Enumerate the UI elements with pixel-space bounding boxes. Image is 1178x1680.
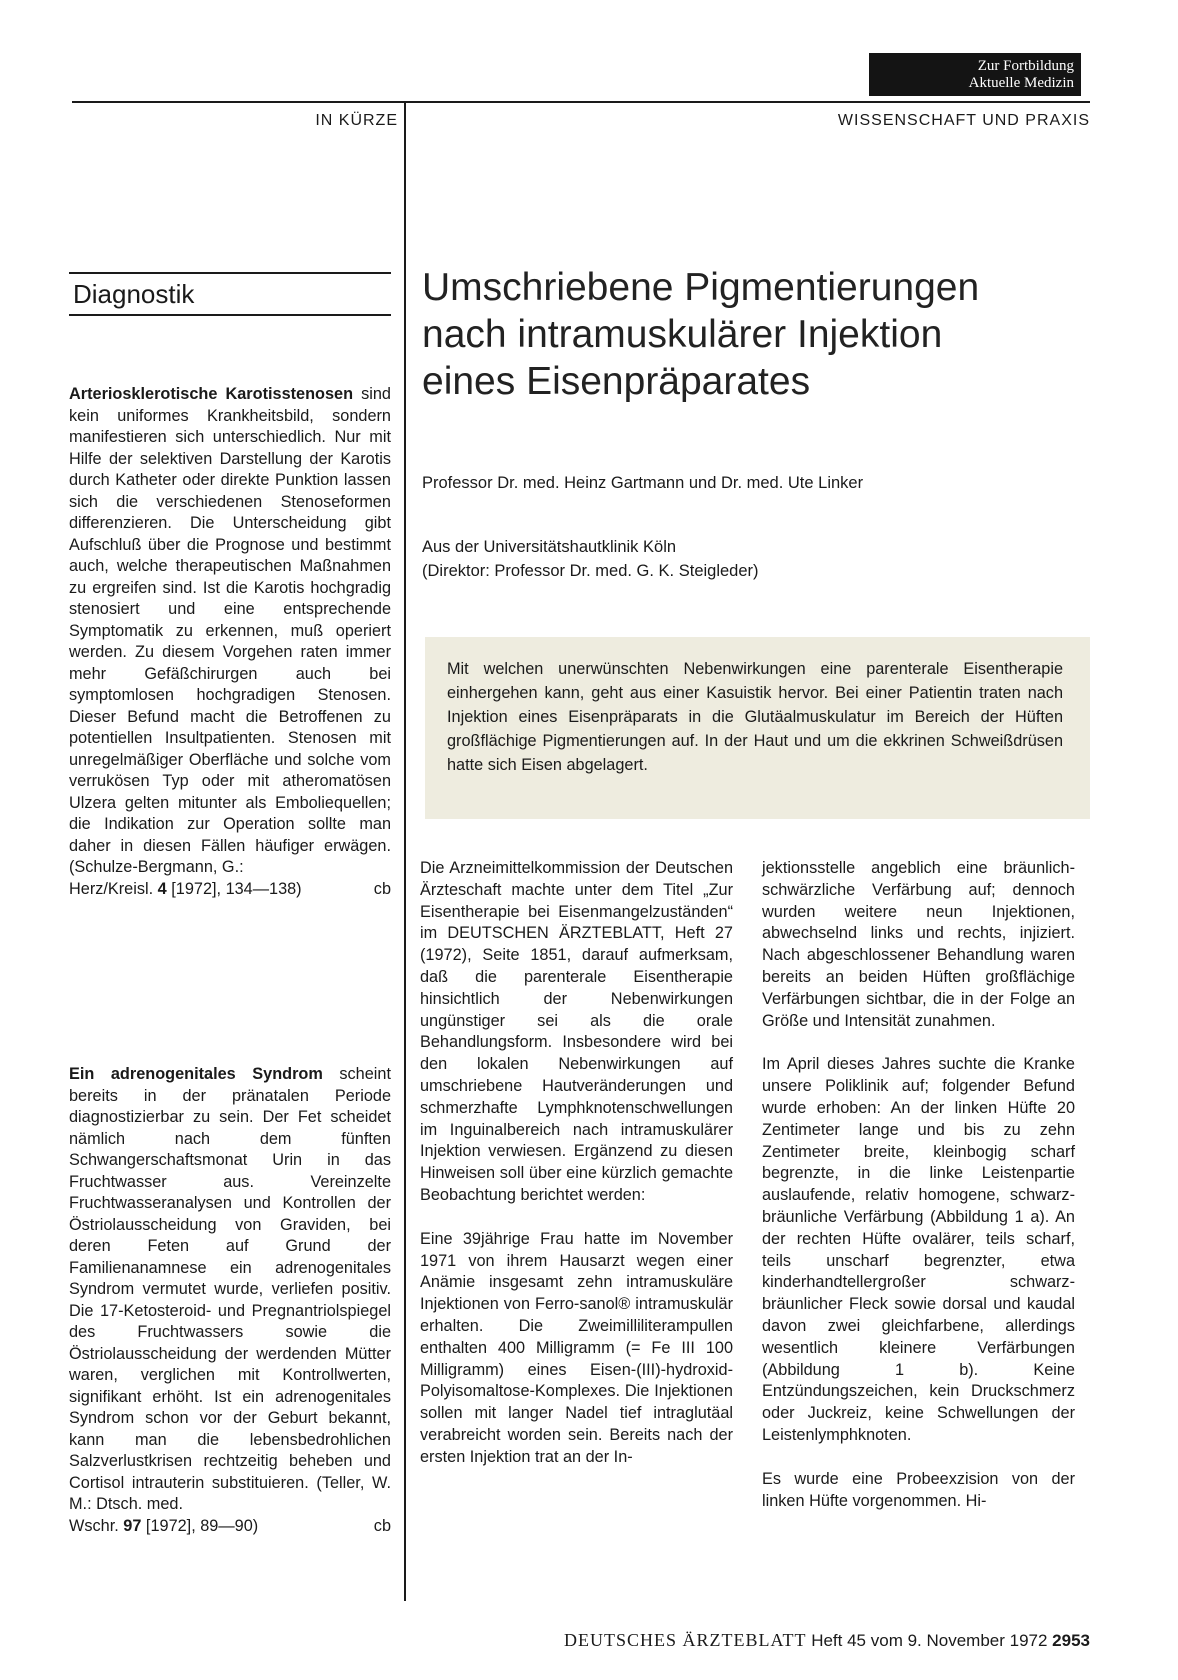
badge-line-1: Zur Fortbildung <box>977 58 1074 74</box>
title-line-2: nach intramuskulärer Injektion <box>422 313 943 356</box>
reference-pages: [1972], 134—138) <box>166 879 302 898</box>
author-signature: cb <box>373 879 391 898</box>
article-column-1 <box>420 858 733 1469</box>
page-footer <box>425 1630 1090 1651</box>
paragraph-continuation: jektionsstelle angeblich eine bräunlich-schwärzliche Verfärbung auf; dennoch wurden weitere neun Injektionen, abwechselnd links und rechts, injiziert. Nach abgeschlossener Behandlung waren bereits an beiden Hüften großflächige Verfärbungen sichtbar, die in der Folge an Größe und Intensität zunahmen. <box>762 859 1075 1030</box>
brief-reference-line <box>69 879 391 901</box>
footer-journal: DEUTSCHES ÄRZTEBLATT <box>563 1630 807 1650</box>
reference-pages: [1972], 89—90) <box>141 1516 259 1535</box>
section-rule-top <box>69 272 391 274</box>
section-title: Diagnostik <box>73 279 195 309</box>
brief-lead: Ein adrenogenitales Syndrom <box>69 1065 323 1083</box>
article-affiliation <box>422 535 759 583</box>
header-rule <box>72 101 1090 103</box>
article-authors: Professor Dr. med. Heinz Gartmann und Dr. med. Ute Linker <box>422 474 864 492</box>
reference-journal: Herz/Kreisl. <box>69 879 158 898</box>
title-line-3: eines Eisenpräparates <box>422 360 811 403</box>
column-divider <box>404 101 406 1601</box>
brief-item-adrenogenital <box>69 1064 391 1537</box>
footer-page-number: 2953 <box>1052 1631 1090 1650</box>
brief-body: scheint bereits in der pränatalen Periode diagnostizierbar zu sein. Der Fet scheidet nämlich nach dem fünften Schwangerschaftsmonat Urin in das Fruchtwasser aus. Vereinzelte Fruchtwasseranalysen und Kontrollen der Östriolausscheidung von Graviden, bei deren Feten auf Grund der Familienanamnese ein adrenogenitales Syndrom vermutet wurde, verliefen positiv. Die 17-Ketosteroid- und Pregnantriolspiegel des Fruchtwassers sowie die Östriolausscheidung der werdenden Mütter waren, verglichen mit Kontrollwerten, signifikant erhöht. Ist ein adrenogenitales Syndrom schon vor der Geburt bekannt, kann man die lebensbedrohlichen Salzverlustkrisen rechtzeitig beheben und Cortisol intrauterin substituieren. (Teller, W. M.: Dtsch. med. <box>69 1065 391 1513</box>
title-line-1: Umschriebene Pigmentierungen <box>422 266 980 309</box>
abstract-text: Mit welchen unerwünschten Nebenwirkungen eine parenterale Eisentherapie einhergehen kann, geht aus einer Kasuistik hervor. Bei einer Patientin traten nach Injektion eines Eisenpräparats in die Glutäalmuskulatur im Bereich der Hüften großflächige Pigmentierungen auf. In der Haut und um die ekkrinen Schweißdrüsen hatte sich Eisen abgelagert. <box>447 660 1063 774</box>
brief-item-carotid <box>69 384 391 900</box>
header-right: WISSENSCHAFT UND PRAXIS <box>837 112 1090 129</box>
paragraph-case: Eine 39jährige Frau hatte im November 1971 von ihrem Hausarzt wegen einer Anämie insgesamt zehn intramuskuläre Injektionen von Ferro-sanol® intramuskulär erhalten. Die Zweimilliliterampullen enthalten 400 Milligramm (= Fe III 100 Milligramm) eines Eisen-(III)-hydroxid-Polyisomaltose-Komplexes. Die Injektionen sollen mit langer Nadel tief intraglutäal verabreicht worden sein. Bereits nach der ersten Injektion trat an der In- <box>420 1229 733 1466</box>
brief-reference-line <box>69 1516 391 1538</box>
reference-volume: 97 <box>123 1516 142 1535</box>
reference-journal: Wschr. <box>69 1516 124 1535</box>
reference-volume: 4 <box>157 879 167 898</box>
brief-lead: Arteriosklerotische Karotisstenosen <box>69 385 354 403</box>
paragraph-excision: Es wurde eine Probeexzision von der linken Hüfte vorgenommen. Hi- <box>762 1469 1075 1510</box>
brief-body: sind kein uniformes Krankheitsbild, sondern manifestieren sich unterschiedlich. Nur mit Hilfe der selektiven Darstellung der Karotis durch Katheter oder direkte Punktion lassen sich die verschiedenen Stenoseformen differenzieren. Die Unterscheidung gibt Aufschluß über die Prognose und bestimmt auch, welche therapeutischen Maßnahmen zu ergreifen sind. Ist die Karotis hochgradig stenosiert und eine entsprechende Symptomatik zu erkennen, muß operiert werden. Zu diesem Vorgehen raten immer mehr Gefäßchirurgen auch bei symptomlosen hochgradigen Stenosen. Dieser Befund macht die Betroffenen zu potentiellen Insultpatienten. Stenosen mit unregelmäßiger Oberfläche und solche vom verrukösen Typ oder mit atheromatösen Ulzera gelten mitunter als Emboliequellen; die Indikation zur Operation sollte man daher in diesen Fällen häufiger erwägen. (Schulze-Bergmann, G.: <box>69 385 391 876</box>
author-signature: cb <box>373 1516 391 1535</box>
article-column-2 <box>762 858 1075 1512</box>
paragraph-findings: Im April dieses Jahres suchte die Kranke unsere Poliklinik auf; folgender Befund wurde erhoben: An der linken Hüfte 20 Zentimeter lange und bis zu zehn Zentimeter breite, kleinbogig scharf begrenzte, in die linke Leistenpartie auslaufende, relativ homogene, schwarz-bräunliche Verfärbung (Abbildung 1 a). An der rechten Hüfte ovalärer, teils scharf, teils unscharf begrenzter, etwa kinderhandtellergroßer schwarz-bräunlicher Fleck sowie dorsal und kaudal davon zwei gleichfarbene, allerdings wesentlich kleinere Verfärbungen (Abbildung 1 b). Keine Entzündungszeichen, kein Druckschmerz oder Juckreiz, keine Schwellungen der Leistenlymphknoten. <box>762 1055 1075 1444</box>
affiliation-director: (Direktor: Professor Dr. med. G. K. Steigleder) <box>422 562 759 580</box>
header-left: IN KÜRZE <box>315 112 398 129</box>
paragraph-intro: Die Arzneimittelkommission der Deutschen Ärzteschaft machte unter dem Titel „Zur Eisentherapie bei Eisenmangelzuständen“ im DEUTSCHEN ÄRZTEBLATT, Heft 27 (1972), Seite 1851, darauf aufmerksam, daß die parenterale Eisentherapie hinsichtlich der Nebenwirkungen ungünstiger sei als die orale Behandlungsform. Insbesondere wird bei den lokalen Nebenwirkungen auf umschriebene Hautveränderungen und schmerzhafte Lymphknotenschwellungen im Inguinalbereich nach intramuskulärer Injektion verwiesen. Ergänzend zu diesen Hinweisen soll über eine kürzlich gemachte Beobachtung berichtet werden: <box>420 859 733 1204</box>
affiliation-clinic: Aus der Universitätshautklinik Köln <box>422 538 677 556</box>
section-badge <box>869 53 1081 96</box>
footer-issue: Heft 45 vom 9. November 1972 <box>811 1631 1048 1650</box>
article-title <box>422 264 1122 405</box>
badge-line-2: Aktuelle Medizin <box>968 75 1074 91</box>
section-rule-bottom <box>69 314 391 316</box>
